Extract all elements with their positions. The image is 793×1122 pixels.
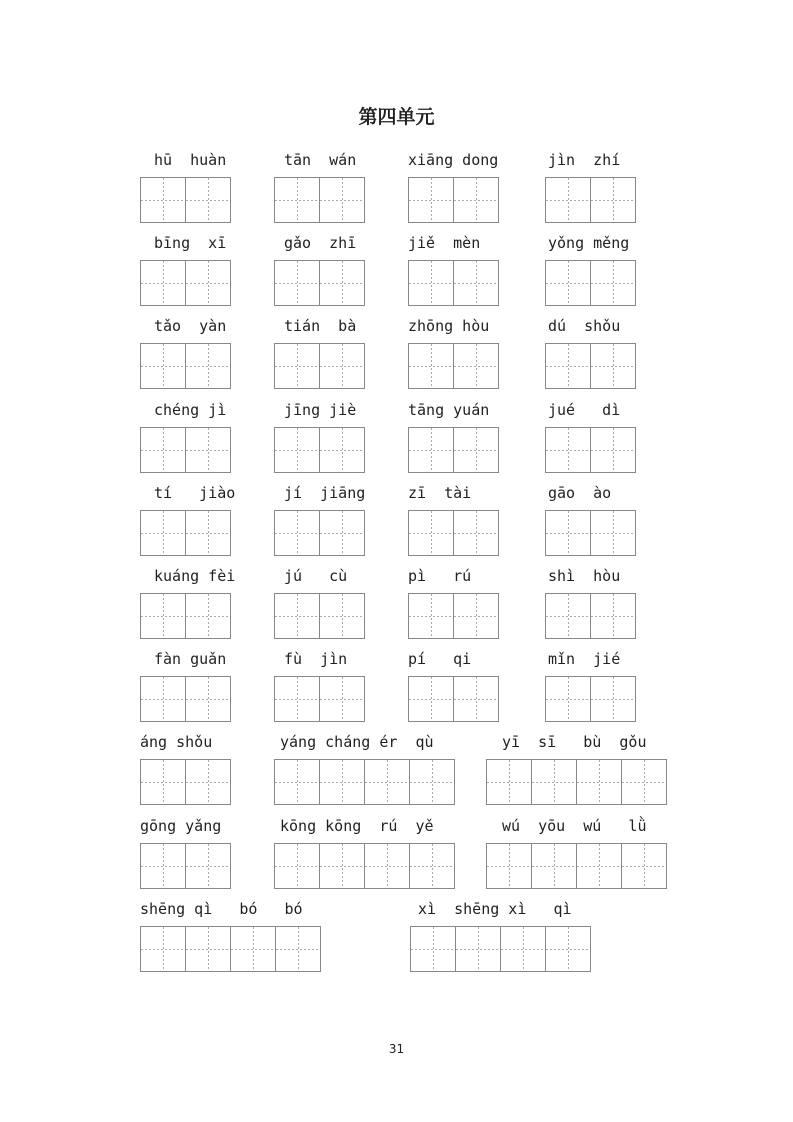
writing-cell[interactable] <box>141 593 186 639</box>
writing-cell[interactable] <box>454 676 499 722</box>
writing-cell[interactable] <box>365 843 410 889</box>
writing-cell[interactable] <box>622 843 667 889</box>
writing-cell[interactable] <box>410 759 455 805</box>
character-grid <box>140 510 231 556</box>
writing-cell[interactable] <box>501 926 546 972</box>
writing-cell[interactable] <box>409 427 454 473</box>
character-grid <box>140 593 231 639</box>
pinyin-label: wú yōu wú lǜ <box>502 817 647 835</box>
pinyin-label: yáng cháng ér qù <box>280 733 434 751</box>
writing-cell[interactable] <box>275 427 320 473</box>
writing-cell[interactable] <box>546 343 591 389</box>
pinyin-label: jīng jiè <box>284 401 357 419</box>
writing-cell[interactable] <box>186 427 231 473</box>
pinyin-label: shì hòu <box>548 567 621 585</box>
writing-cell[interactable] <box>320 260 365 306</box>
character-grid <box>408 427 499 473</box>
writing-cell[interactable] <box>532 759 577 805</box>
character-grid <box>140 676 231 722</box>
character-grid <box>140 260 231 306</box>
character-grid <box>408 510 499 556</box>
writing-cell[interactable] <box>141 759 186 805</box>
writing-cell[interactable] <box>186 343 231 389</box>
writing-cell[interactable] <box>141 926 186 972</box>
writing-cell[interactable] <box>275 260 320 306</box>
pinyin-label: dú shǒu <box>548 317 621 335</box>
writing-cell[interactable] <box>454 343 499 389</box>
character-grid <box>274 177 365 223</box>
pinyin-label: zhōng hòu <box>408 317 490 335</box>
pinyin-label: gōng yǎng <box>140 817 222 835</box>
writing-cell[interactable] <box>320 510 365 556</box>
writing-cell[interactable] <box>454 427 499 473</box>
character-grid <box>140 843 231 889</box>
pinyin-label: tǎo yàn <box>154 317 227 335</box>
character-grid <box>140 759 231 805</box>
pinyin-label: mǐn jié <box>548 650 621 668</box>
character-grid <box>410 926 591 972</box>
writing-cell[interactable] <box>409 676 454 722</box>
writing-cell[interactable] <box>141 843 186 889</box>
pinyin-label: shēng qì bó bó <box>140 900 303 918</box>
character-grid <box>486 759 667 805</box>
writing-cell[interactable] <box>546 676 591 722</box>
pinyin-label: gāo ào <box>548 484 612 502</box>
character-grid <box>408 676 499 722</box>
writing-cell[interactable] <box>487 843 532 889</box>
pinyin-label: kuáng fèi <box>154 567 236 585</box>
writing-cell[interactable] <box>546 593 591 639</box>
writing-cell[interactable] <box>591 260 636 306</box>
pinyin-label: chéng jì <box>154 401 227 419</box>
character-grid <box>408 177 499 223</box>
writing-cell[interactable] <box>186 593 231 639</box>
writing-cell[interactable] <box>411 926 456 972</box>
writing-cell[interactable] <box>186 843 231 889</box>
character-grid <box>274 593 365 639</box>
writing-cell[interactable] <box>231 926 276 972</box>
writing-cell[interactable] <box>454 510 499 556</box>
character-grid <box>486 843 667 889</box>
writing-cell[interactable] <box>546 427 591 473</box>
writing-cell[interactable] <box>320 427 365 473</box>
character-grid <box>545 260 636 306</box>
pinyin-label: pí qi <box>408 650 472 668</box>
writing-cell[interactable] <box>141 676 186 722</box>
character-grid <box>140 926 321 972</box>
pinyin-label: fù jìn <box>284 650 348 668</box>
writing-cell[interactable] <box>186 177 231 223</box>
character-grid <box>274 343 365 389</box>
writing-cell[interactable] <box>591 427 636 473</box>
writing-cell[interactable] <box>320 177 365 223</box>
character-grid <box>545 343 636 389</box>
writing-cell[interactable] <box>591 510 636 556</box>
writing-cell[interactable] <box>186 510 231 556</box>
character-grid <box>140 427 231 473</box>
writing-cell[interactable] <box>532 843 577 889</box>
writing-cell[interactable] <box>487 759 532 805</box>
writing-cell[interactable] <box>546 926 591 972</box>
pinyin-label: jí jiāng <box>284 484 366 502</box>
writing-cell[interactable] <box>409 260 454 306</box>
pinyin-label: tián bà <box>284 317 357 335</box>
character-grid <box>274 759 455 805</box>
writing-cell[interactable] <box>546 177 591 223</box>
writing-cell[interactable] <box>546 510 591 556</box>
pinyin-label: yǒng měng <box>548 234 630 252</box>
writing-cell[interactable] <box>410 843 455 889</box>
character-grid <box>274 510 365 556</box>
writing-cell[interactable] <box>320 343 365 389</box>
character-grid <box>408 260 499 306</box>
writing-cell[interactable] <box>275 843 320 889</box>
pinyin-label: fàn guǎn <box>154 650 227 668</box>
pinyin-label: xiāng dong <box>408 151 499 169</box>
writing-cell[interactable] <box>275 510 320 556</box>
writing-cell[interactable] <box>276 926 321 972</box>
writing-cell[interactable] <box>141 427 186 473</box>
page-title: 第四单元 <box>358 106 435 128</box>
pinyin-label: hū huàn <box>154 151 227 169</box>
writing-cell[interactable] <box>546 260 591 306</box>
pinyin-label: áng shǒu <box>140 733 213 751</box>
writing-cell[interactable] <box>275 676 320 722</box>
pinyin-label: kōng kōng rú yě <box>280 817 434 835</box>
writing-cell[interactable] <box>456 926 501 972</box>
character-grid <box>140 177 231 223</box>
pinyin-label: tāng yuán <box>408 401 490 419</box>
character-grid <box>140 343 231 389</box>
writing-cell[interactable] <box>320 759 365 805</box>
pinyin-label: gǎo zhī <box>284 234 357 252</box>
writing-cell[interactable] <box>275 759 320 805</box>
writing-cell[interactable] <box>275 177 320 223</box>
writing-cell[interactable] <box>141 177 186 223</box>
writing-cell[interactable] <box>409 177 454 223</box>
writing-cell[interactable] <box>454 260 499 306</box>
pinyin-label: xì shēng xì qì <box>418 900 572 918</box>
writing-cell[interactable] <box>591 177 636 223</box>
writing-cell[interactable] <box>186 260 231 306</box>
writing-cell[interactable] <box>186 759 231 805</box>
writing-cell[interactable] <box>591 593 636 639</box>
writing-cell[interactable] <box>320 593 365 639</box>
writing-cell[interactable] <box>275 343 320 389</box>
character-grid <box>274 676 365 722</box>
character-grid <box>274 260 365 306</box>
pinyin-label: tān wán <box>284 151 357 169</box>
writing-cell[interactable] <box>409 510 454 556</box>
character-grid <box>545 676 636 722</box>
writing-cell[interactable] <box>141 343 186 389</box>
character-grid <box>545 427 636 473</box>
pinyin-label: jú cù <box>284 567 348 585</box>
writing-cell[interactable] <box>454 593 499 639</box>
pinyin-label: pì rú <box>408 567 472 585</box>
page-number: 31 <box>388 1042 405 1056</box>
writing-cell[interactable] <box>622 759 667 805</box>
character-grid <box>545 593 636 639</box>
character-grid <box>274 843 455 889</box>
writing-cell[interactable] <box>320 843 365 889</box>
writing-cell[interactable] <box>186 676 231 722</box>
writing-cell[interactable] <box>577 759 622 805</box>
writing-cell[interactable] <box>454 177 499 223</box>
writing-cell[interactable] <box>275 593 320 639</box>
pinyin-label: bīng xī <box>154 234 227 252</box>
writing-cell[interactable] <box>591 343 636 389</box>
character-grid <box>545 510 636 556</box>
writing-cell[interactable] <box>365 759 410 805</box>
character-grid <box>545 177 636 223</box>
pinyin-label: jìn zhí <box>548 151 621 169</box>
pinyin-label: jiě mèn <box>408 234 481 252</box>
character-grid <box>408 343 499 389</box>
writing-cell[interactable] <box>186 926 231 972</box>
pinyin-label: zī tài <box>408 484 472 502</box>
writing-cell[interactable] <box>141 260 186 306</box>
writing-cell[interactable] <box>409 593 454 639</box>
writing-cell[interactable] <box>409 343 454 389</box>
writing-cell[interactable] <box>320 676 365 722</box>
pinyin-label: tí jiào <box>154 484 236 502</box>
character-grid <box>408 593 499 639</box>
pinyin-label: yī sī bù gǒu <box>502 733 647 751</box>
writing-cell[interactable] <box>141 510 186 556</box>
writing-cell[interactable] <box>577 843 622 889</box>
character-grid <box>274 427 365 473</box>
writing-cell[interactable] <box>591 676 636 722</box>
pinyin-label: jué dì <box>548 401 621 419</box>
